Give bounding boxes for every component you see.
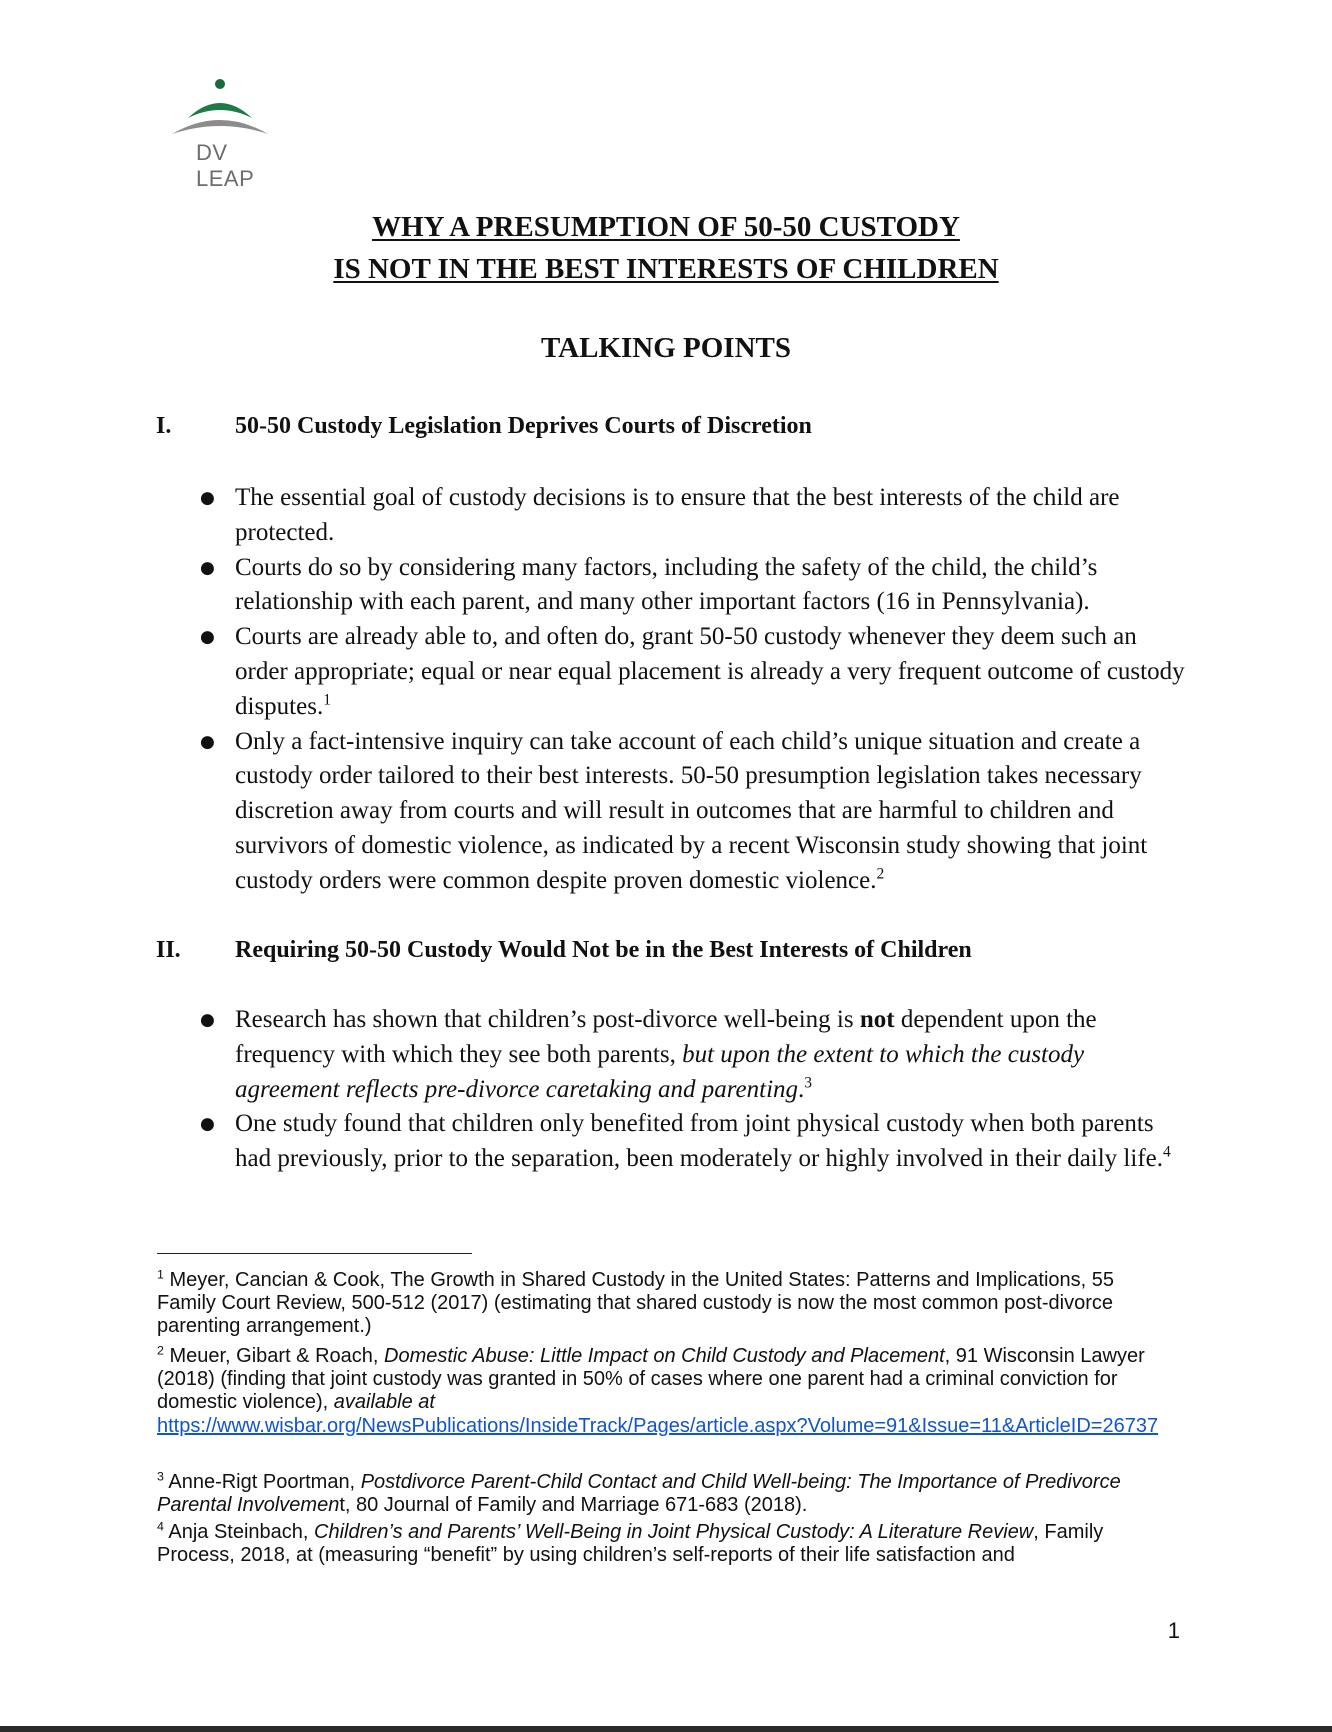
bullet-item: ● Only a fact-intensive inquiry can take account of each child’s unique situation and create a custody order tailored to their best interests. 50-50 presumption legislation takes necessary discretion away from courts and will result in outcomes that are harmful to children and survivors of domestic violence, as indicated by a recent Wisconsin study showing that joint custody orders were common despite proven domestic violence.$^2$ xyxy=(200,725,1190,899)
footnote-ref[interactable]: 3 xyxy=(804,1074,813,1092)
footnote-ref[interactable]: 2 xyxy=(876,865,885,883)
section-1-bullet-list xyxy=(200,481,1190,899)
bullet-item: ● The essential goal of custody decisions is to ensure that the best interests of the child are protected. xyxy=(200,481,1190,551)
bullet-dot-icon: ● xyxy=(200,488,215,508)
page-number: 1 xyxy=(1167,1618,1180,1643)
bullet-dot-icon: ● xyxy=(200,731,215,752)
footnote-separator xyxy=(157,1253,472,1254)
bullet-dot-icon: ● xyxy=(200,1114,215,1135)
document-title-line-1: WHY A PRESUMPTION OF 50-50 CUSTODY xyxy=(372,211,960,243)
footnote-link[interactable]: https://www.wisbar.org/NewsPublications/InsideTrack/Pages/article.aspx?Volume=91&Issue=11&ArticleID=26737 xyxy=(157,1414,1159,1437)
footnote-3: $^3$ Anne-Rigt Poortman, Postdivorce Parent-Child Contact and Child Well-being: The Importance of Predivorce Parental Involvement, 80 Journal of Family and Marriage 671-683 (2018). xyxy=(157,1469,1121,1517)
footnote-ref[interactable]: 4 xyxy=(1163,1143,1171,1161)
footnote-2: $^2$ Meuer, Gibart & Roach, Domestic Abuse: Little Impact on Child Custody and Placement, 91 Wisconsin Lawyer (2018) (finding that joint custody was granted in 50% of cases where one parent had a criminal conviction for domestic violence), available at https://www.wisbar.org/NewsPublications/InsideTrack/Pages/article.aspx?Volume=91&Issue=11&ArticleID=26737 xyxy=(157,1343,1159,1437)
document-title-line-2: IS NOT IN THE BEST INTERESTS OF CHILDREN xyxy=(333,253,999,285)
section-heading-2: Requiring 50-50 Custody Would Not be in the Best Interests of Children xyxy=(235,937,972,963)
section-heading-1: 50-50 Custody Legislation Deprives Courts of Discretion xyxy=(235,413,812,439)
bullet-item: ● One study found that children only benefited from joint physical custody when both parents had previously, prior to the separation, been moderately or highly involved in their daily life.$^4$ xyxy=(200,1107,1190,1177)
logo-text: DV LEAP xyxy=(196,140,255,191)
section-2-bullet-list xyxy=(200,1003,1190,1177)
footnote-ref[interactable]: 1 xyxy=(323,691,331,709)
bullet-dot-icon: ● xyxy=(200,627,215,648)
document-subtitle: TALKING POINTS xyxy=(540,332,792,364)
bullet-item: ● Research has shown that children’s post-divorce well-being is not dependent upon the frequency with which they see both parents, but upon the extent to which the custody agreement reflects pre-divorce caretaking and parenting.$^3$ xyxy=(200,1003,1190,1107)
dv-leap-figure-icon xyxy=(168,78,288,142)
footnote-1: $^1$ Meyer, Cancian & Cook, The Growth in Shared Custody in the United States: Patterns and Implications, 55 Family Court Review, 500-512 (2017) (estimating that shared custody is now the most common post-divorce parenting arrangement.) xyxy=(157,1267,1115,1338)
bullet-item: ● Courts are already able to, and often do, grant 50-50 custody whenever they deem such an order appropriate; equal or near equal placement is already a very frequent outcome of custody disputes.$^1$ xyxy=(200,620,1190,724)
footnote-4: $^4$ Anja Steinbach, Children’s and Parents’ Well-Being in Joint Physical Custody: A Literature Review, Family Process, 2018, at (measuring “benefit” by using children’s self-reports of their life satisfaction and xyxy=(157,1519,1104,1567)
bullet-item: ● Courts do so by considering many factors, including the safety of the child, the child’s relationship with each parent, and many other important factors (16 in Pennsylvania). xyxy=(200,551,1190,621)
section-number-2: II. xyxy=(156,937,181,963)
viewer-bottom-edge xyxy=(0,1726,1332,1732)
bullet-dot-icon: ● xyxy=(200,557,215,578)
section-number-1: I. xyxy=(156,413,172,439)
bullet-dot-icon: ● xyxy=(200,1010,215,1030)
dv-leap-logo xyxy=(168,78,288,191)
